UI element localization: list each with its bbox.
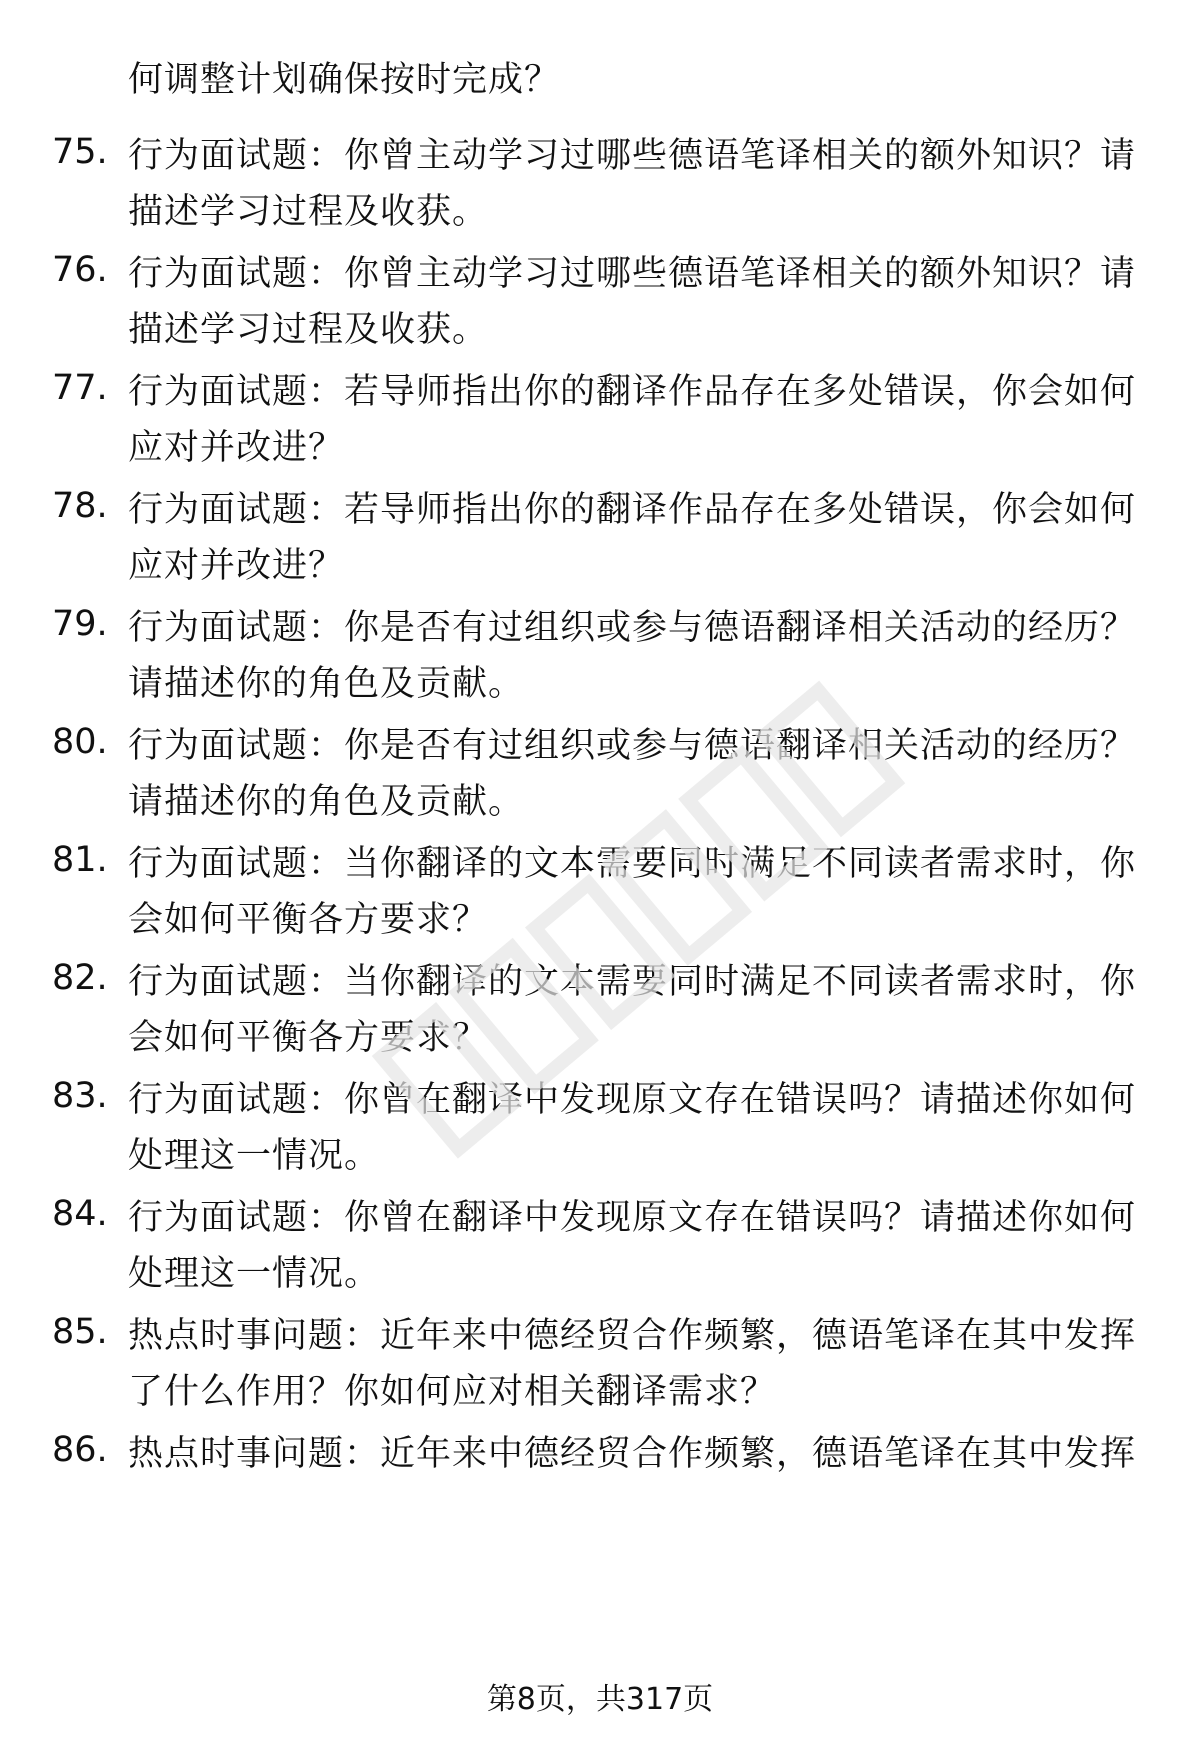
item-number: 85. [52, 1312, 108, 1352]
item-number: 84. [52, 1194, 108, 1234]
item-text: 行为面试题：你曾主动学习过哪些德语笔译相关的额外知识？请描述学习过程及收获。 [128, 254, 1137, 350]
item-text: 热点时事问题：近年来中德经贸合作频繁，德语笔译在其中发挥了什么作用？你如何应对相关翻译需求？ [128, 1316, 1137, 1412]
item-number: 77. [52, 368, 108, 408]
list-item [0, 128, 1200, 248]
list-item [0, 246, 1200, 366]
page-footer: 第8页，共317页 [486, 1682, 714, 1717]
item-number: 78. [52, 486, 108, 526]
item-number: 75. [52, 132, 108, 172]
item-text: 行为面试题：若导师指出你的翻译作品存在多处错误，你会如何应对并改进？ [128, 490, 1137, 586]
item-text: 行为面试题：当你翻译的文本需要同时满足不同读者需求时，你会如何平衡各方要求？ [128, 962, 1137, 1058]
item-text: 行为面试题：你曾主动学习过哪些德语笔译相关的额外知识？请描述学习过程及收获。 [128, 136, 1137, 232]
item-number: 76. [52, 250, 108, 290]
list-item [0, 364, 1200, 484]
list-item [0, 1190, 1200, 1310]
item-number: 80. [52, 722, 108, 762]
item-text: 行为面试题：你曾在翻译中发现原文存在错误吗？请描述你如何处理这一情况。 [128, 1080, 1137, 1176]
list-item [0, 1426, 1200, 1546]
list-item [0, 718, 1200, 838]
list-item [0, 1072, 1200, 1192]
list-item [0, 954, 1200, 1074]
item-number: 86. [52, 1430, 108, 1470]
continuation-text: 何调整计划确保按时完成？ [128, 60, 561, 100]
list-item [0, 836, 1200, 956]
list-item [0, 600, 1200, 720]
item-text: 行为面试题：若导师指出你的翻译作品存在多处错误，你会如何应对并改进？ [128, 372, 1137, 468]
item-number: 83. [52, 1076, 108, 1116]
list-item [0, 1308, 1200, 1428]
list-item [0, 482, 1200, 602]
item-number: 81. [52, 840, 108, 880]
item-text: 行为面试题：当你翻译的文本需要同时满足不同读者需求时，你会如何平衡各方要求？ [128, 844, 1137, 940]
item-number: 79. [52, 604, 108, 644]
item-text: 行为面试题：你是否有过组织或参与德语翻译相关活动的经历？请描述你的角色及贡献。 [128, 608, 1137, 704]
item-text: 热点时事问题：近年来中德经贸合作频繁，德语笔译在其中发挥 [128, 1434, 1137, 1474]
item-text: 行为面试题：你曾在翻译中发现原文存在错误吗？请描述你如何处理这一情况。 [128, 1198, 1137, 1294]
item-number: 82. [52, 958, 108, 998]
item-text: 行为面试题：你是否有过组织或参与德语翻译相关活动的经历？请描述你的角色及贡献。 [128, 726, 1137, 822]
